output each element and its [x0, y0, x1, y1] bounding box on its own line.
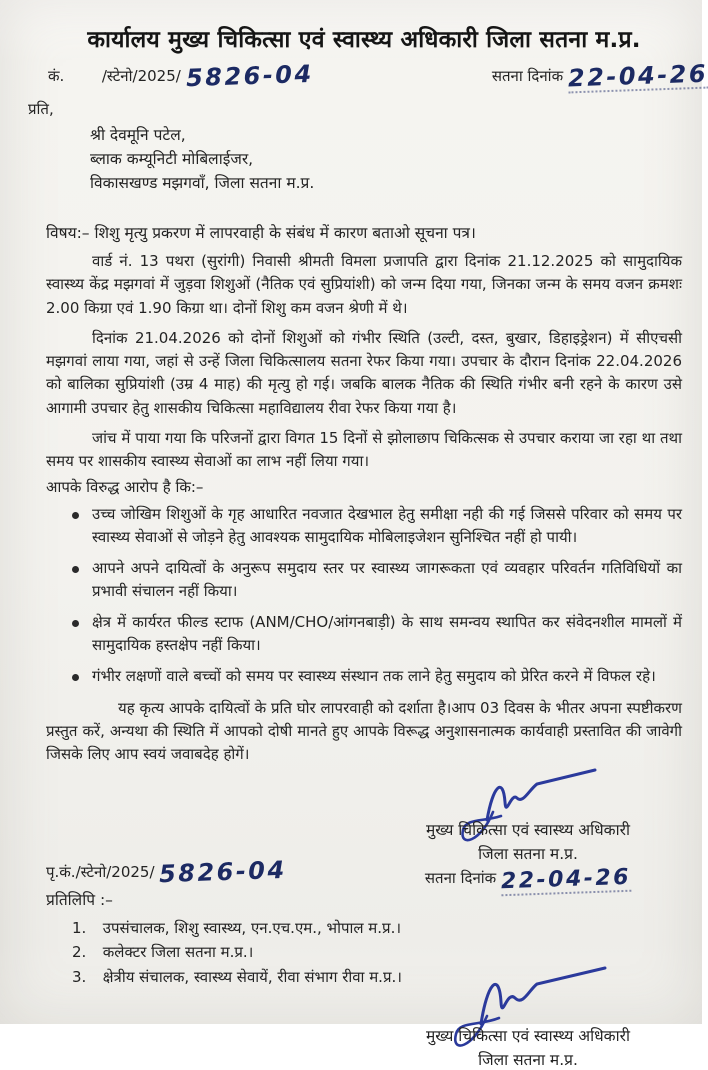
- signature-block-2: [378, 964, 678, 1070]
- paragraph-1: वार्ड नं. 13 पथरा (सुरांगी) निवासी श्रीमती विमला प्रजापति द्वारा दिनांक 21.12.2025 को सामुदायिक स्वास्थ्य केंद्र मझगवां में जुड़वा शिशुओं (नैतिक एवं सुप्रियांशी) को जन्म दिया गया, जिनका जन्म के समय वजन क्रमशः 2.00 किग्रा एवं 1.90 किग्रा था। दोनों शिशु कम वजन श्रेणी में थे।: [46, 252, 682, 317]
- copy-item: [72, 916, 426, 941]
- charges-intro: आपके विरुद्ध आरोप है कि:–: [46, 478, 204, 497]
- charge-item: क्षेत्र में कार्यरत फील्ड स्टाफ (ANM/CHO/आंगनबाड़ी) के साथ समन्वय स्थापित कर संवेदनशील मामलों में सामुदायिक हस्तक्षेप नहीं किया।: [90, 611, 682, 656]
- subject-label: विषय:–: [46, 224, 90, 243]
- copy-text: क्षेत्रीय संचालक, स्वास्थ्य सेवायें, रीवा संभाग रीवा म.प्र.।: [102, 968, 402, 987]
- copy-label: प्रतिलिपि :–: [46, 890, 113, 909]
- subject-text: शिशु मृत्यु प्रकरण में लापरवाही के संबंध में कारण बताओ सूचना पत्र।: [94, 224, 476, 243]
- reference-printed: /स्टेनो/2025/: [101, 67, 181, 85]
- copy-item: [72, 940, 426, 965]
- copy-item: [72, 965, 426, 990]
- copy-text: कलेक्टर जिला सतना म.प्र.।: [102, 943, 254, 962]
- copy-number: 3.: [72, 968, 87, 987]
- place-date: [491, 59, 708, 93]
- signature-block-1: [378, 768, 678, 894]
- reference-handwritten-number: 5826-04: [185, 59, 314, 93]
- copy-number: 2.: [72, 943, 87, 962]
- endorsement-block: [46, 855, 426, 990]
- signature-date-line: [378, 864, 678, 894]
- subject-line: [46, 221, 682, 243]
- copies-list: [46, 916, 426, 990]
- addressee-salutation: प्रति,: [28, 100, 54, 118]
- signatory-designation: मुख्य चिकित्सा एवं स्वास्थ्य अधिकारी: [426, 1026, 630, 1045]
- reference-prefix: कं.: [48, 67, 65, 85]
- addressee-name: श्री देवमूनि पटेल,: [90, 126, 186, 144]
- signature-date-label: सतना दिनांक: [424, 868, 497, 887]
- endorsement-ref-printed: पृ.कं./स्टेनो/2025/: [46, 862, 155, 881]
- date-handwritten: 22-04-26: [567, 59, 708, 93]
- signatory-office: जिला सतना म.प्र.: [478, 844, 578, 863]
- addressee-designation: ब्लाक कम्यूनिटी मोबिलाईजर,: [90, 150, 254, 169]
- charge-item: उच्च जोखिम शिशुओं के गृह आधारित नवजात देखभाल हेतु समीक्षा नही की गई जिससे परिवार को समय पर स्वास्थ्य सेवाओं से जोड़ने हेतु आवश्यक सामुदायिक मोबिलाइजेशन सुनिश्चित नहीं हो पायी।: [90, 503, 682, 548]
- paragraph-2: दिनांक 21.04.2026 को दोनों शिशुओं को गंभीर स्थिति (उल्टी, दस्त, बुखार, डिहाइड्रेशन) में सीएचसी मझगवां लाया गया, जहां से उन्हें जिला चिकित्सालय सतना रेफर किया गया। उपचार के दौरान दिनांक 22.04.2026 को बालिका सुप्रियांशी (उम्र 4 माह) की मृत्यु हो गई। जबकि बालक नैतिक की स्थिति गंभीर बनी रहने के कारण उसे आगामी उपचार हेतु शासकीय चिकित्सा महाविद्यालय रीवा रेफर किया गया है।: [46, 328, 682, 417]
- signature-date-handwritten: 22-04-26: [500, 864, 632, 894]
- closing-paragraph: यह कृत्य आपके दायित्वों के प्रति घोर लापरवाही को दर्शाता है।आप 03 दिवस के भीतर अपना स्पष्टीकरण प्रस्तुत करें, अन्यथा की स्थिति में आपको दोषी मानते हुए आपके विरूद्ध अनुशासनात्मक कार्यवाही प्रस्तावित की जावेगी जिसके लिए आप स्वयं जवाबदेह होगें।: [46, 698, 682, 764]
- signatory-office: जिला सतना म.प्र.: [478, 1050, 578, 1069]
- charge-item: गंभीर लक्षणों वाले बच्चों को समय पर स्वास्थ्य संस्थान तक लाने हेतु समुदाय को प्रेरित करने में विफल रहे।: [90, 665, 682, 688]
- signatory-designation: मुख्य चिकित्सा एवं स्वास्थ्य अधिकारी: [426, 820, 630, 839]
- letterhead-title: कार्यालय मुख्य चिकित्सा एवं स्वास्थ्य अधिकारी जिला सतना म.प्र.: [87, 27, 641, 53]
- endorsement-reference: [46, 855, 426, 888]
- copy-number: 1.: [72, 918, 87, 937]
- charges-list: [46, 503, 682, 688]
- copy-text: उपसंचालक, शिशु स्वास्थ्य, एन.एच.एम., भोपाल म.प्र.।: [102, 918, 402, 937]
- addressee-block: [90, 123, 682, 195]
- place-date-label: सतना दिनांक: [491, 67, 564, 85]
- reference-number: [46, 59, 314, 93]
- endorsement-ref-handwritten: 5826-04: [158, 855, 288, 888]
- addressee-location: विकासखण्ड मझगवाँ, जिला सतना म.प्र.: [90, 174, 315, 193]
- charge-item: आपने अपने दायित्वों के अनुरूप समुदाय स्तर पर स्वास्थ्य जागरूकता एवं व्यवहार परिवर्तन गतिविधियों का प्रभावी संचालन नहीं किया।: [90, 557, 682, 602]
- paragraph-3: जांच में पाया गया कि परिजनों द्वारा विगत 15 दिनों से झोलाछाप चिकित्सक से उपचार कराया जा रहा था तथा समय पर शासकीय स्वास्थ्य सेवाओं का लाभ नहीं लिया गया।: [46, 428, 682, 471]
- reference-row: [46, 59, 708, 93]
